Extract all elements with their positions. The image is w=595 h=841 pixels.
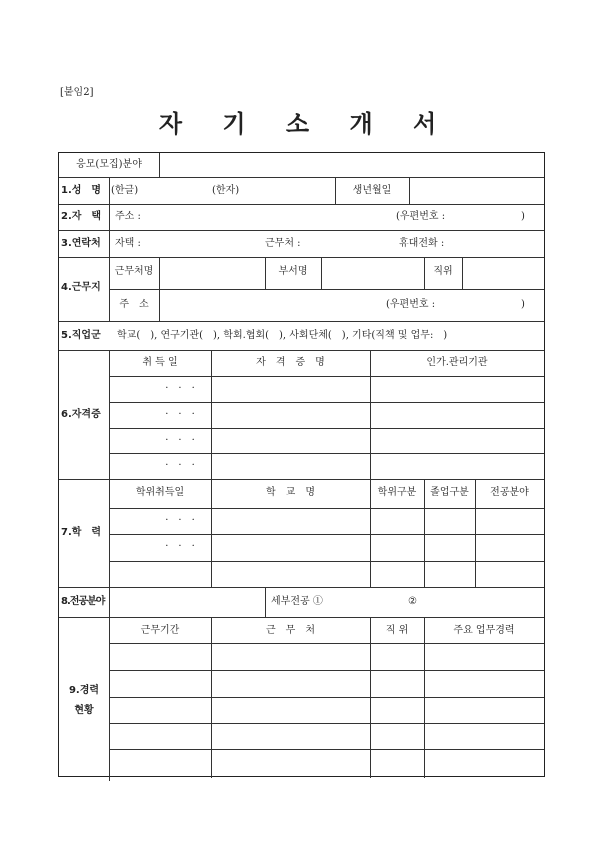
- birthdate-label: 생년월일: [352, 185, 392, 196]
- edu-header-date: 학위취득일: [135, 487, 185, 498]
- workplace-postal-end: ): [521, 299, 525, 310]
- home-address-label: 주소 :: [115, 211, 141, 222]
- name-label: 1.성 명: [61, 185, 102, 196]
- name-hanja-label: (한자): [212, 185, 240, 196]
- cert-date-dots: · · ·: [165, 409, 195, 420]
- major-input[interactable]: [110, 588, 264, 616]
- workplace-dept-label: 부서명: [278, 266, 308, 277]
- contact-home-label: 자택 :: [115, 238, 141, 249]
- cert-date-dots: · · ·: [165, 460, 195, 471]
- cert-label: 6.자격증: [61, 409, 101, 420]
- workplace-company-input[interactable]: [160, 258, 264, 288]
- cert-header-date: 취 득 일: [142, 357, 178, 368]
- job-group-options: 학교( ), 연구기관( ), 학회.협회( ), 사회단체( ), 기타(직책 및 업무: ): [117, 330, 448, 341]
- edu-header-degree: 학위구분: [377, 487, 417, 498]
- home-postal-end: ): [521, 211, 525, 222]
- workplace-dept-input[interactable]: [322, 258, 423, 288]
- career-label-line1: 9.경력: [68, 685, 100, 696]
- workplace-label: 4.근무지: [61, 282, 101, 293]
- contact-work-label: 근무처 :: [265, 238, 301, 249]
- cert-date-dots: · · ·: [165, 383, 195, 394]
- attachment-label: [붙임2]: [60, 87, 94, 98]
- edu-date-dots: · · ·: [165, 541, 195, 552]
- home-label: 2.자 택: [61, 211, 102, 222]
- field-label: 응모(모집)분야: [76, 159, 142, 170]
- major-detail-label: 세부전공 ①: [271, 596, 323, 607]
- birthdate-input[interactable]: [410, 178, 543, 203]
- edu-header-major: 전공분야: [490, 487, 529, 498]
- cert-date-dots: · · ·: [165, 435, 195, 446]
- contact-label: 3.연락처: [61, 238, 101, 249]
- workplace-position-label: 직위: [433, 266, 453, 277]
- major-second-label: ②: [408, 596, 417, 607]
- edu-label: 7.학 력: [61, 527, 102, 538]
- contact-mobile-label: 휴대전화 :: [399, 238, 445, 249]
- job-group-label: 5.직업군: [61, 330, 101, 341]
- edu-date-dots: · · ·: [165, 515, 195, 526]
- career-header-period: 근무기간: [140, 625, 180, 636]
- major-label: 8.전공분야: [61, 596, 105, 607]
- career-header-workplace: 근 무 처: [266, 625, 315, 636]
- edu-header-school: 학 교 명: [266, 487, 315, 498]
- name-korean-label: (한글): [111, 185, 139, 196]
- cert-header-agency: 인가.관리기관: [426, 357, 488, 368]
- page-title: 자 기 소 개 서: [158, 110, 453, 138]
- career-label-line2: 현황: [74, 705, 94, 716]
- field-input[interactable]: [160, 154, 543, 176]
- career-header-duties: 주요 업무경력: [453, 625, 515, 636]
- self-introduction-form: [58, 152, 545, 777]
- workplace-address-label: 주 소: [119, 299, 149, 310]
- career-header-position: 직 위: [385, 625, 409, 636]
- cert-header-name: 자 격 증 명: [256, 357, 325, 368]
- workplace-company-label: 근무처명: [114, 266, 154, 277]
- home-postal-label: (우편번호 :: [396, 211, 446, 222]
- workplace-postal-label: (우편번호 :: [386, 299, 436, 310]
- workplace-position-input[interactable]: [463, 258, 543, 288]
- edu-header-graduation: 졸업구분: [430, 487, 469, 498]
